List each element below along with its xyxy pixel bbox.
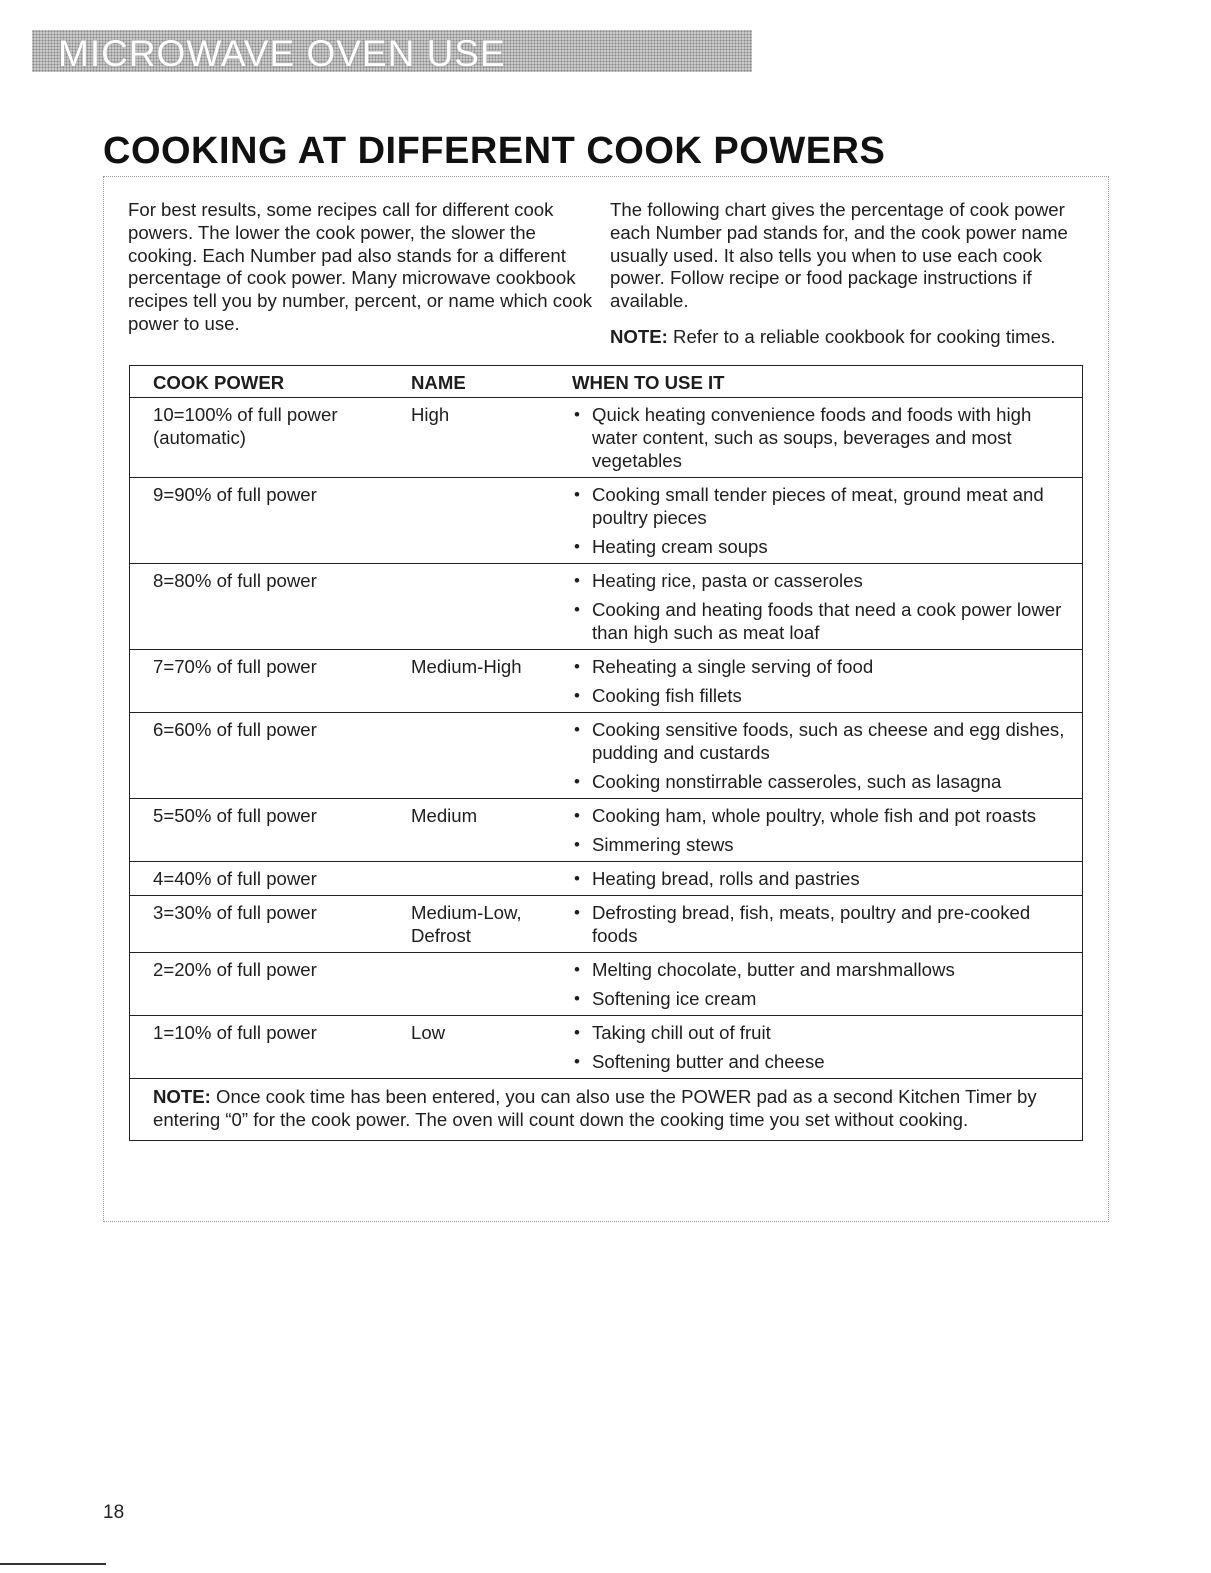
intro-right-paragraph: The following chart gives the percentage of cook power each Number pad stands for, and the cook power name usually used. It also tells you when to use each cook power. Follow recipe or food package instructions if available. xyxy=(610,199,1068,312)
when-to-use-cell xyxy=(572,799,1083,862)
usage-item: • Quick heating convenience foods and foods with high water content, such as soups, beverages and most vegetables xyxy=(572,403,1068,472)
table-row xyxy=(130,713,1083,799)
usage-item: • Simmering stews xyxy=(572,833,1068,856)
usage-item: • Softening ice cream xyxy=(572,987,1068,1010)
intro-note xyxy=(610,326,1110,348)
usage-item: • Softening butter and cheese xyxy=(572,1050,1068,1073)
cook-power-cell: 7=70% of full power xyxy=(130,650,412,713)
intro-left-paragraph: For best results, some recipes call for different cook powers. The lower the cook power, the slower the cooking. Each Number pad also stands for a different percentage of cook power. Many microwave cookbook recipes tell you by number, percent, or name which cook power to use. xyxy=(128,199,593,334)
usage-item: • Cooking sensitive foods, such as cheese and egg dishes, pudding and custards xyxy=(572,718,1068,764)
table-row xyxy=(130,398,1083,478)
when-to-use-cell xyxy=(572,862,1083,896)
usage-list xyxy=(572,867,1068,890)
intro-note-label: NOTE: xyxy=(610,326,668,347)
power-name-cell xyxy=(411,953,572,1016)
cook-power-cell: 10=100% of full power (automatic) xyxy=(130,398,412,478)
header-when-to-use: WHEN TO USE IT xyxy=(572,372,725,393)
when-to-use-cell xyxy=(572,564,1083,650)
when-to-use-cell xyxy=(572,713,1083,799)
table-row xyxy=(130,896,1083,953)
footer-rule xyxy=(0,1563,106,1565)
table-row xyxy=(130,799,1083,862)
page-number: 18 xyxy=(103,1502,125,1523)
usage-list xyxy=(572,958,1068,1010)
power-name-cell: High xyxy=(411,398,572,478)
usage-item: • Taking chill out of fruit xyxy=(572,1021,1068,1044)
cook-power-cell: 3=30% of full power xyxy=(130,896,412,953)
when-to-use-cell xyxy=(572,1016,1083,1079)
cook-power-cell: 6=60% of full power xyxy=(130,713,412,799)
usage-list xyxy=(572,403,1068,472)
when-to-use-cell xyxy=(572,896,1083,953)
table-row xyxy=(130,650,1083,713)
when-to-use-cell xyxy=(572,398,1083,478)
usage-list xyxy=(572,804,1068,856)
table-note-label: NOTE: xyxy=(153,1086,211,1107)
intro-note-text: Refer to a reliable cookbook for cooking times. xyxy=(667,326,1056,347)
usage-list xyxy=(572,569,1068,644)
usage-item: • Melting chocolate, butter and marshmallows xyxy=(572,958,1068,981)
table-row xyxy=(130,478,1083,564)
table-row xyxy=(130,862,1083,896)
table-body xyxy=(130,398,1083,1079)
cook-power-cell: 5=50% of full power xyxy=(130,799,412,862)
cook-power-cell: 8=80% of full power xyxy=(130,564,412,650)
usage-item: • Heating cream soups xyxy=(572,535,1068,558)
usage-item: • Cooking fish fillets xyxy=(572,684,1068,707)
power-name-cell xyxy=(411,564,572,650)
when-to-use-cell xyxy=(572,478,1083,564)
usage-list xyxy=(572,901,1068,947)
cook-power-cell: 2=20% of full power xyxy=(130,953,412,1016)
usage-list xyxy=(572,718,1068,793)
power-name-cell xyxy=(411,478,572,564)
when-to-use-cell xyxy=(572,650,1083,713)
power-name-cell: Medium-Low, Defrost xyxy=(411,896,572,953)
section-banner xyxy=(32,30,752,72)
table-row xyxy=(130,953,1083,1016)
cook-power-cell: 9=90% of full power xyxy=(130,478,412,564)
header-name: NAME xyxy=(411,372,466,393)
power-name-cell xyxy=(411,713,572,799)
usage-item: • Reheating a single serving of food xyxy=(572,655,1068,678)
usage-list xyxy=(572,483,1068,558)
usage-item: • Cooking small tender pieces of meat, ground meat and poultry pieces xyxy=(572,483,1068,529)
power-name-cell: Medium xyxy=(411,799,572,862)
header-cook-power: COOK POWER xyxy=(153,372,285,393)
usage-item: • Heating bread, rolls and pastries xyxy=(572,867,1068,890)
table-row xyxy=(130,564,1083,650)
table-note-row xyxy=(130,1079,1083,1141)
usage-list xyxy=(572,655,1068,707)
table-header-row xyxy=(130,366,1083,398)
table-note-text: Once cook time has been entered, you can also use the POWER pad as a second Kitchen Timer by entering “0” for the cook power. The oven will count down the cooking time you set without cooking. xyxy=(153,1086,1037,1130)
power-name-cell xyxy=(411,862,572,896)
section-banner-text: MICROWAVE OVEN USE xyxy=(58,33,506,74)
cook-power-cell: 4=40% of full power xyxy=(130,862,412,896)
power-name-cell: Low xyxy=(411,1016,572,1079)
cook-power-cell: 1=10% of full power xyxy=(130,1016,412,1079)
table-note xyxy=(130,1079,1083,1141)
usage-item: • Heating rice, pasta or casseroles xyxy=(572,569,1068,592)
usage-item: • Defrosting bread, fish, meats, poultry and pre-cooked foods xyxy=(572,901,1068,947)
usage-item: • Cooking and heating foods that need a cook power lower than high such as meat loaf xyxy=(572,598,1068,644)
page-title: COOKING AT DIFFERENT COOK POWERS xyxy=(103,130,886,172)
cook-power-table xyxy=(129,365,1083,1141)
usage-item: • Cooking ham, whole poultry, whole fish and pot roasts xyxy=(572,804,1068,827)
usage-list xyxy=(572,1021,1068,1073)
power-name-cell: Medium-High xyxy=(411,650,572,713)
when-to-use-cell xyxy=(572,953,1083,1016)
table-row xyxy=(130,1016,1083,1079)
usage-item: • Cooking nonstirrable casseroles, such as lasagna xyxy=(572,770,1068,793)
